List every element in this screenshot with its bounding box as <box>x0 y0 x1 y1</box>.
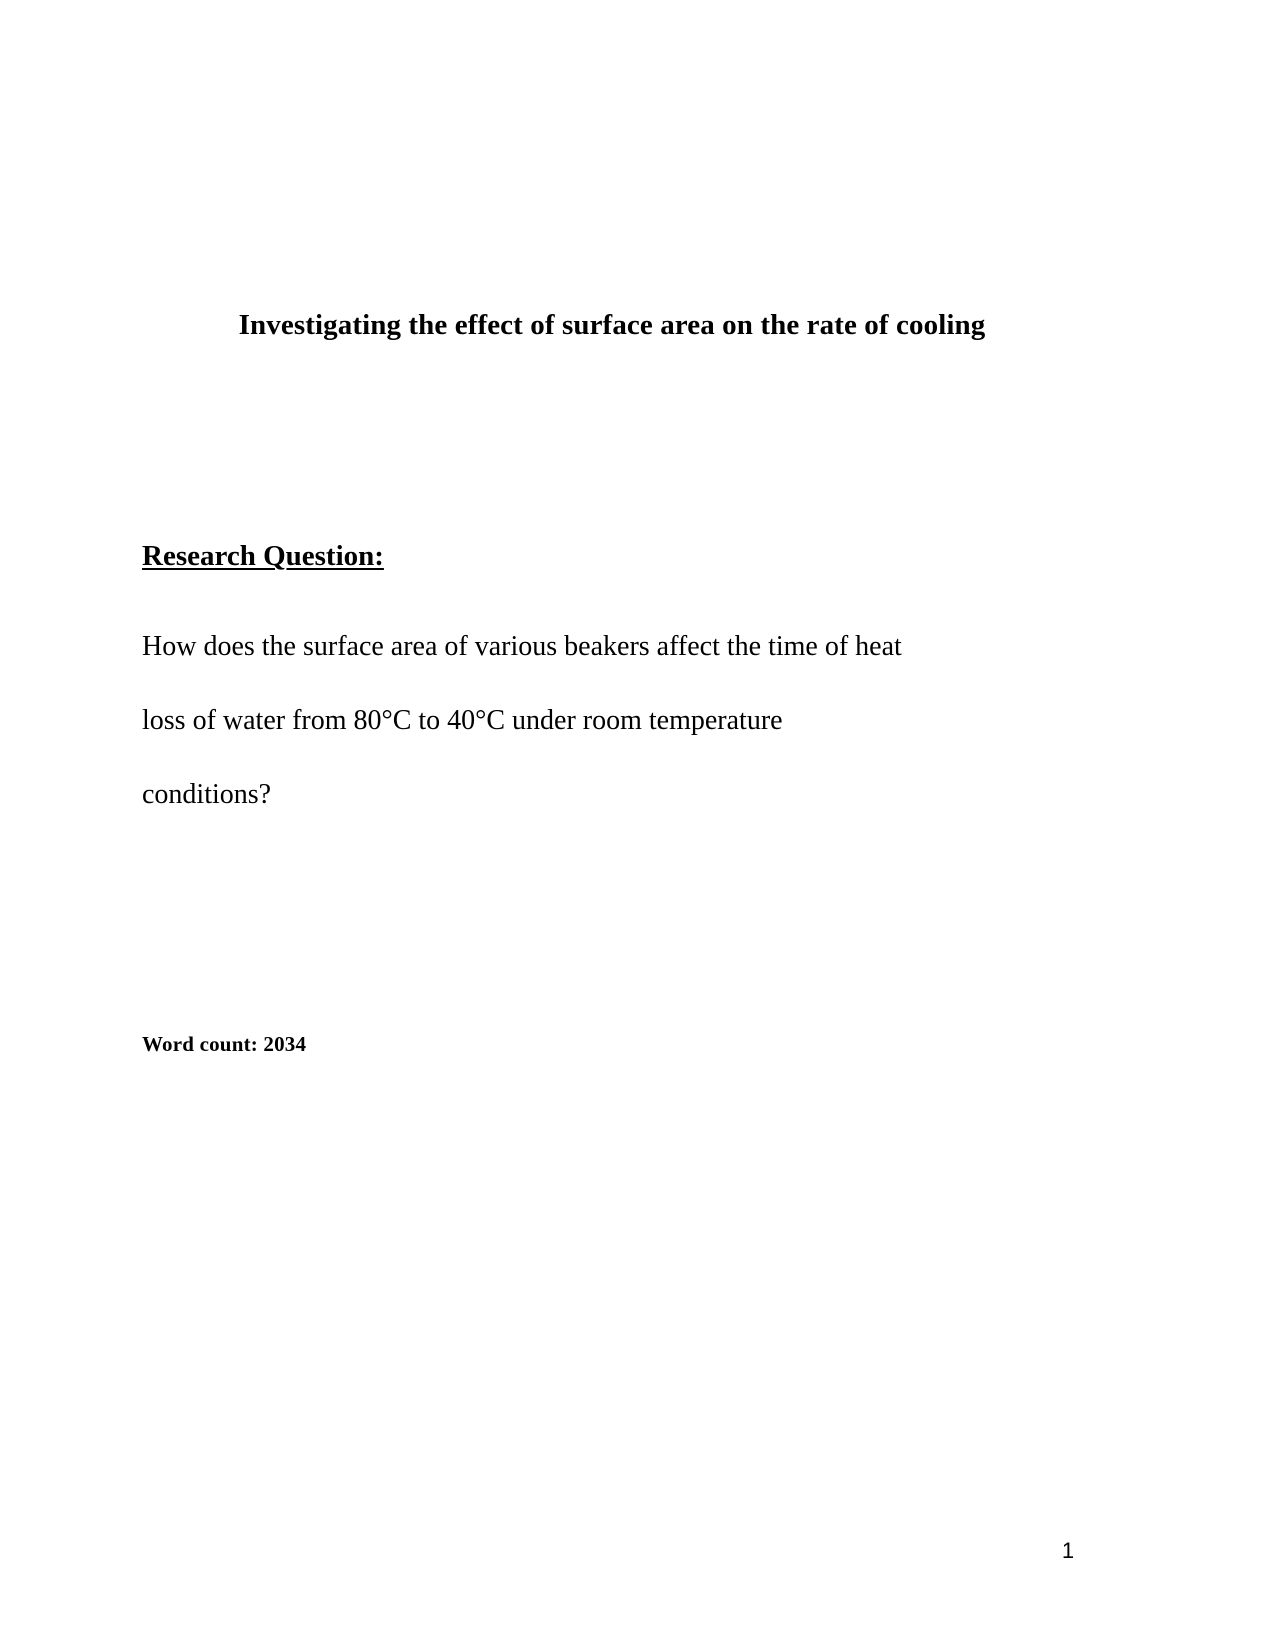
paragraph-line: How does the surface area of various beakers affect the time of heat <box>142 631 902 662</box>
page-title: Investigating the effect of surface area on the rate of cooling <box>238 309 986 342</box>
paragraph-line: loss of water from 80°C to 40°C under room temperature <box>142 705 783 736</box>
page-number: 1 <box>1061 1538 1075 1563</box>
paragraph-line: conditions? <box>142 779 272 810</box>
word-count-label: Word count: 2034 <box>142 1032 307 1056</box>
section-heading-text: Research Question: <box>142 540 384 573</box>
section-heading-research-question <box>142 538 384 576</box>
research-question-paragraph <box>142 610 1077 832</box>
